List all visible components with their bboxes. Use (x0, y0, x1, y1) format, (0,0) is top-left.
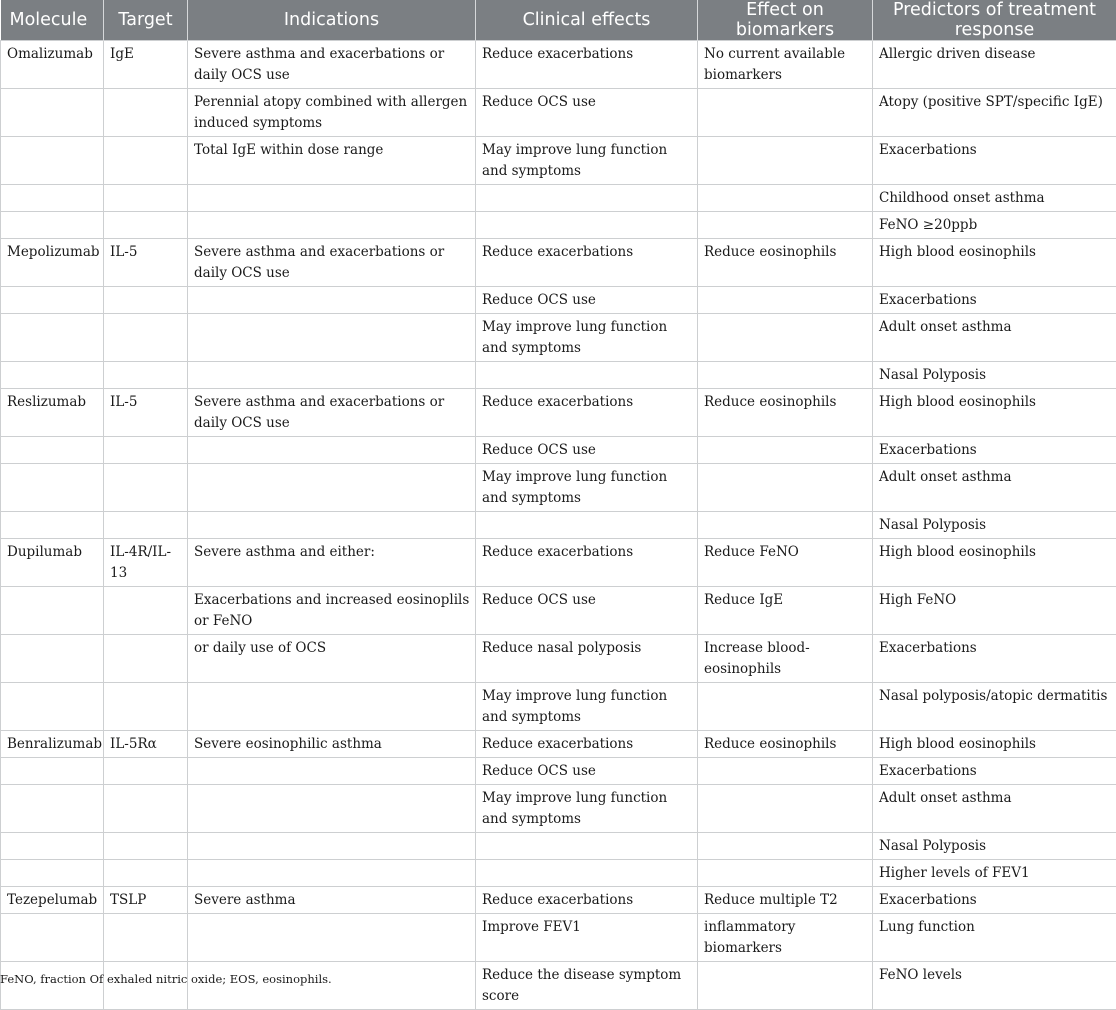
clinical-effect-cell: May improve lung function and symptoms (476, 683, 698, 731)
molecule-cell (1, 89, 104, 137)
target-cell (104, 89, 188, 137)
molecule-cell (1, 464, 104, 512)
table-row (1, 683, 1116, 731)
target-cell (104, 314, 188, 362)
table-row (1, 539, 1116, 587)
predictor-cell: FeNO ≥20ppb (873, 212, 1116, 239)
clinical-effect-cell: Reduce exacerbations (476, 731, 698, 758)
target-cell (104, 137, 188, 185)
predictor-cell: Adult onset asthma (873, 314, 1116, 362)
table-row (1, 860, 1116, 887)
predictor-cell: Higher levels of FEV1 (873, 860, 1116, 887)
target-cell (104, 185, 188, 212)
clinical-effect-cell: May improve lung function and symptoms (476, 137, 698, 185)
clinical-effect-cell: Reduce exacerbations (476, 887, 698, 914)
table-row (1, 785, 1116, 833)
predictor-cell: Nasal Polyposis (873, 833, 1116, 860)
biomarker-effect-cell: Reduce eosinophils (698, 389, 873, 437)
table-header-row (1, 0, 1116, 41)
indications-cell: Severe asthma and exacerbations or daily OCS use (188, 239, 476, 287)
table-row (1, 758, 1116, 785)
predictor-cell: Childhood onset asthma (873, 185, 1116, 212)
target-cell (104, 635, 188, 683)
table-row (1, 239, 1116, 287)
target-cell (104, 287, 188, 314)
predictor-cell: FeNO levels (873, 962, 1116, 1010)
molecule-cell (1, 785, 104, 833)
predictor-cell: Nasal Polyposis (873, 362, 1116, 389)
molecule-cell: Reslizumab (1, 389, 104, 437)
biomarker-effect-cell (698, 287, 873, 314)
biomarker-effect-cell (698, 362, 873, 389)
indications-cell: Total IgE within dose range (188, 137, 476, 185)
target-cell: IL-5 (104, 239, 188, 287)
biomarker-effect-cell (698, 683, 873, 731)
clinical-effect-cell: Reduce OCS use (476, 437, 698, 464)
table-row (1, 41, 1116, 89)
indications-cell (188, 683, 476, 731)
clinical-effect-cell (476, 512, 698, 539)
target-cell (104, 758, 188, 785)
biomarker-effect-cell (698, 89, 873, 137)
molecule-cell: Tezepelumab (1, 887, 104, 914)
target-cell (104, 587, 188, 635)
indications-cell (188, 437, 476, 464)
biomarker-effect-cell (698, 437, 873, 464)
table-row (1, 887, 1116, 914)
biomarker-effect-cell: No current available biomarkers (698, 41, 873, 89)
predictor-cell: Nasal Polyposis (873, 512, 1116, 539)
target-cell (104, 512, 188, 539)
indications-cell (188, 860, 476, 887)
table-row (1, 914, 1116, 962)
molecule-cell (1, 314, 104, 362)
molecule-cell (1, 287, 104, 314)
indications-cell (188, 185, 476, 212)
target-cell (104, 785, 188, 833)
column-header-molecule: Molecule (1, 0, 104, 41)
predictor-cell: Allergic driven disease (873, 41, 1116, 89)
clinical-effect-cell (476, 362, 698, 389)
indications-cell: Perennial atopy combined with allergen induced symptoms (188, 89, 476, 137)
column-header-target: Target (104, 0, 188, 41)
target-cell: IL-5Rα (104, 731, 188, 758)
clinical-effect-cell (476, 185, 698, 212)
clinical-effect-cell: Reduce exacerbations (476, 239, 698, 287)
indications-cell: or daily use of OCS (188, 635, 476, 683)
predictor-cell: Lung function (873, 914, 1116, 962)
table-row (1, 635, 1116, 683)
clinical-effect-cell: Reduce OCS use (476, 758, 698, 785)
table-row (1, 464, 1116, 512)
clinical-effect-cell: Improve FEV1 (476, 914, 698, 962)
biomarker-effect-cell (698, 758, 873, 785)
target-cell (104, 212, 188, 239)
indications-cell (188, 464, 476, 512)
biomarker-effect-cell (698, 860, 873, 887)
column-header-clinical-effects: Clinical effects (476, 0, 698, 41)
indications-cell: Severe asthma and either: (188, 539, 476, 587)
table-row (1, 137, 1116, 185)
predictor-cell: High blood eosinophils (873, 389, 1116, 437)
clinical-effect-cell (476, 833, 698, 860)
molecule-cell: Mepolizumab (1, 239, 104, 287)
table-row (1, 587, 1116, 635)
clinical-effect-cell: Reduce OCS use (476, 587, 698, 635)
biomarker-effect-cell: Reduce multiple T2 (698, 887, 873, 914)
biomarker-effect-cell (698, 212, 873, 239)
biomarker-effect-cell (698, 833, 873, 860)
molecule-cell (1, 587, 104, 635)
molecule-cell (1, 833, 104, 860)
table-row (1, 731, 1116, 758)
biomarker-effect-cell (698, 464, 873, 512)
target-cell (104, 860, 188, 887)
clinical-effect-cell: May improve lung function and symptoms (476, 464, 698, 512)
indications-cell (188, 785, 476, 833)
molecule-cell (1, 437, 104, 464)
target-cell: IL-4R/IL-13 (104, 539, 188, 587)
indications-cell (188, 314, 476, 362)
predictor-cell: Adult onset asthma (873, 785, 1116, 833)
molecule-cell (1, 362, 104, 389)
target-cell: IL-5 (104, 389, 188, 437)
molecule-cell (1, 212, 104, 239)
molecule-cell (1, 137, 104, 185)
clinical-effect-cell: Reduce the disease symptom score (476, 962, 698, 1010)
indications-cell (188, 212, 476, 239)
predictor-cell: High blood eosinophils (873, 731, 1116, 758)
clinical-effect-cell: Reduce nasal polyposis (476, 635, 698, 683)
molecule-cell: Dupilumab (1, 539, 104, 587)
predictor-cell: Exacerbations (873, 437, 1116, 464)
predictor-cell: Exacerbations (873, 287, 1116, 314)
biomarker-effect-cell (698, 962, 873, 1010)
molecule-cell (1, 185, 104, 212)
predictor-cell: Exacerbations (873, 887, 1116, 914)
target-cell: TSLP (104, 887, 188, 914)
target-cell (104, 362, 188, 389)
table-row (1, 185, 1116, 212)
molecule-cell (1, 860, 104, 887)
predictor-cell: Nasal polyposis/atopic dermatitis (873, 683, 1116, 731)
indications-cell (188, 914, 476, 962)
target-cell (104, 914, 188, 962)
biomarker-effect-cell (698, 137, 873, 185)
clinical-effect-cell: Reduce OCS use (476, 287, 698, 314)
table-body (1, 41, 1116, 1010)
table-row (1, 389, 1116, 437)
clinical-effect-cell (476, 212, 698, 239)
indications-cell: Severe asthma (188, 887, 476, 914)
table-row (1, 512, 1116, 539)
column-header-effect-on-biomarkers: Effect on biomarkers (698, 0, 873, 41)
biomarker-effect-cell (698, 185, 873, 212)
target-cell (104, 833, 188, 860)
target-cell: IgE (104, 41, 188, 89)
indications-cell: Severe asthma and exacerbations or daily OCS use (188, 389, 476, 437)
predictor-cell: High blood eosinophils (873, 539, 1116, 587)
molecule-cell (1, 635, 104, 683)
table-row (1, 833, 1116, 860)
predictor-cell: Exacerbations (873, 137, 1116, 185)
indications-cell (188, 362, 476, 389)
molecule-cell (1, 683, 104, 731)
indications-cell (188, 833, 476, 860)
predictor-cell: Exacerbations (873, 635, 1116, 683)
predictor-cell: Adult onset asthma (873, 464, 1116, 512)
biomarker-effect-cell: Reduce IgE (698, 587, 873, 635)
clinical-effect-cell: May improve lung function and symptoms (476, 314, 698, 362)
table-row (1, 89, 1116, 137)
indications-cell (188, 287, 476, 314)
clinical-effect-cell: Reduce exacerbations (476, 41, 698, 89)
predictor-cell: Exacerbations (873, 758, 1116, 785)
clinical-effect-cell: Reduce OCS use (476, 89, 698, 137)
table-row (1, 362, 1116, 389)
column-header-predictors: Predictors of treatment response (873, 0, 1116, 41)
biomarker-effect-cell: Increase blood-eosinophils (698, 635, 873, 683)
biomarker-effect-cell (698, 512, 873, 539)
molecule-cell: Omalizumab (1, 41, 104, 89)
indications-cell: Severe eosinophilic asthma (188, 731, 476, 758)
target-cell (104, 683, 188, 731)
indications-cell: Severe asthma and exacerbations or daily OCS use (188, 41, 476, 89)
table-row (1, 314, 1116, 362)
indications-cell (188, 512, 476, 539)
biomarker-effect-cell: Reduce eosinophils (698, 239, 873, 287)
clinical-effect-cell: Reduce exacerbations (476, 389, 698, 437)
indications-cell: Exacerbations and increased eosinoplils or FeNO (188, 587, 476, 635)
biomarker-effect-cell: Reduce eosinophils (698, 731, 873, 758)
table-row (1, 437, 1116, 464)
biomarker-effect-cell: inflammatory biomarkers (698, 914, 873, 962)
indications-cell (188, 758, 476, 785)
target-cell (104, 464, 188, 512)
molecule-cell (1, 512, 104, 539)
predictor-cell: High blood eosinophils (873, 239, 1116, 287)
target-cell (104, 437, 188, 464)
table-row (1, 287, 1116, 314)
biomarker-effect-cell (698, 785, 873, 833)
table-row (1, 212, 1116, 239)
molecule-cell: Benralizumab (1, 731, 104, 758)
biomarker-effect-cell: Reduce FeNO (698, 539, 873, 587)
column-header-indications: Indications (188, 0, 476, 41)
clinical-effect-cell (476, 860, 698, 887)
clinical-effect-cell: May improve lung function and symptoms (476, 785, 698, 833)
molecule-cell (1, 914, 104, 962)
biomarker-effect-cell (698, 314, 873, 362)
predictor-cell: High FeNO (873, 587, 1116, 635)
predictor-cell: Atopy (positive SPT/specific IgE) (873, 89, 1116, 137)
clinical-effect-cell: Reduce exacerbations (476, 539, 698, 587)
table-footnote: FeNO, fraction Of exhaled nitric oxide; EOS, eosinophils. (0, 972, 332, 986)
molecule-cell (1, 758, 104, 785)
